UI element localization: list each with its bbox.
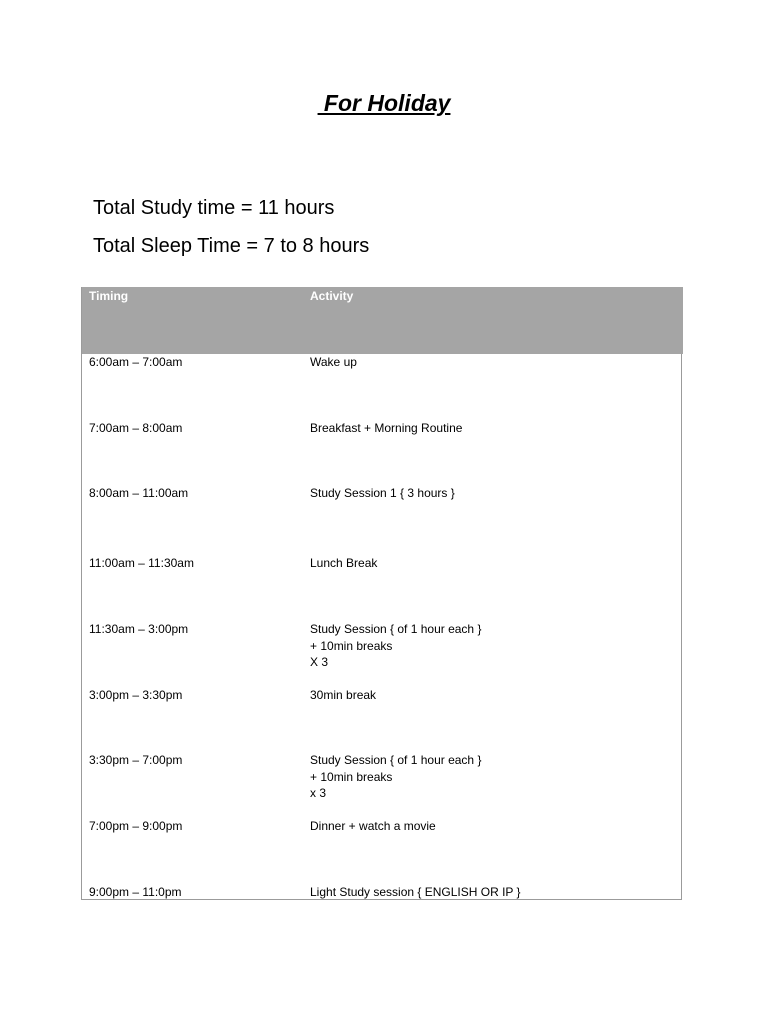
- row-activity: [310, 621, 670, 671]
- row-activity: [310, 420, 670, 437]
- header-timing: Timing: [89, 289, 129, 303]
- row-activity: [310, 818, 670, 835]
- row-activity: [310, 687, 670, 704]
- row-timing: 3:00pm – 3:30pm: [89, 688, 183, 702]
- row-timing: 9:00pm – 11:0pm: [89, 885, 182, 899]
- row-timing: 11:00am – 11:30am: [89, 556, 194, 570]
- row-timing: 7:00pm – 9:00pm: [89, 819, 183, 833]
- header-activity: Activity: [310, 289, 354, 303]
- row-timing: 6:00am – 7:00am: [89, 355, 183, 369]
- activity-line: Breakfast + Morning Routine: [310, 421, 463, 435]
- row-timing: 7:00am – 8:00am: [89, 421, 183, 435]
- page-title: For Holiday: [317, 90, 451, 116]
- row-activity: [310, 555, 670, 572]
- activity-line: Lunch Break: [310, 556, 378, 570]
- table-header-row: [82, 287, 683, 354]
- activity-line: Study Session { of 1 hour each }: [310, 753, 482, 767]
- activity-line: x 3: [310, 786, 327, 800]
- row-timing: 8:00am – 11:00am: [89, 486, 189, 500]
- row-activity: [310, 752, 670, 802]
- activity-line: Dinner + watch a movie: [310, 819, 436, 833]
- row-activity: [310, 354, 670, 371]
- activity-line: Light Study session { ENGLISH OR IP }: [310, 885, 521, 899]
- schedule-table: [81, 287, 682, 900]
- activity-line: Study Session 1 { 3 hours }: [310, 486, 455, 500]
- row-timing: 3:30pm – 7:00pm: [89, 753, 183, 767]
- activity-line: 30min break: [310, 688, 377, 702]
- row-timing: 11:30am – 3:00pm: [89, 622, 189, 636]
- total-study-time: Total Study time = 11 hours: [93, 197, 335, 219]
- row-activity: [310, 485, 670, 502]
- activity-line: X 3: [310, 655, 329, 669]
- activity-line: Wake up: [310, 355, 357, 369]
- total-sleep-time: Total Sleep Time = 7 to 8 hours: [93, 235, 370, 257]
- row-activity: [310, 884, 670, 901]
- activity-line: Study Session { of 1 hour each }: [310, 622, 482, 636]
- activity-line: + 10min breaks: [310, 638, 393, 653]
- activity-line: + 10min breaks: [310, 769, 393, 784]
